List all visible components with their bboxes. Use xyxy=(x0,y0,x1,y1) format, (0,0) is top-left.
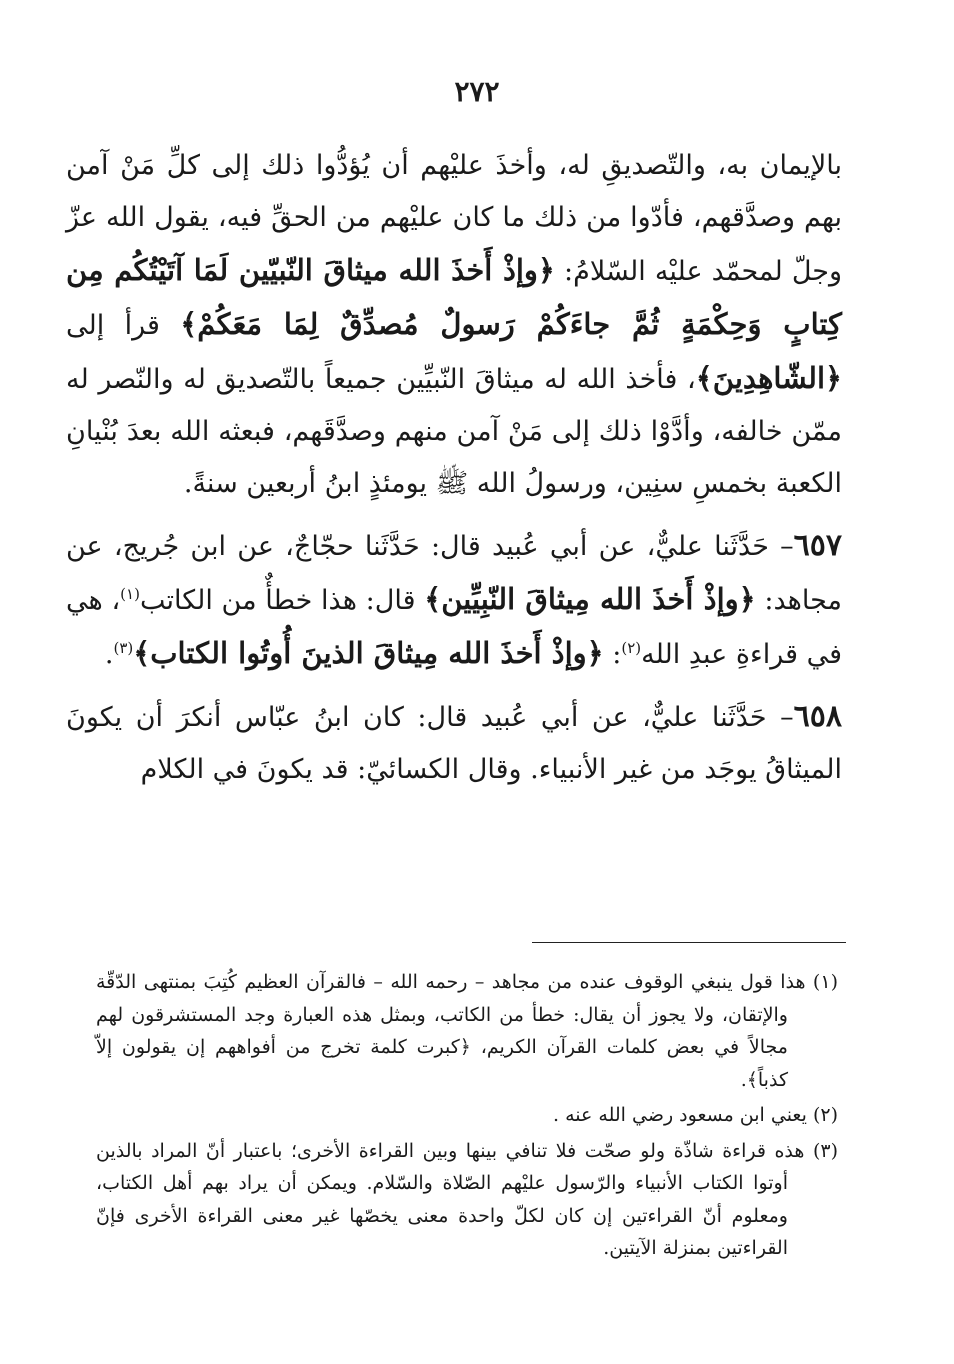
quran-verse: ﴿وإذْ أَخذَ الله مِيثاقَ الذينَ أُوتُوا الكتاب﴾ xyxy=(133,636,604,670)
footnote-label: (٣) xyxy=(812,1139,838,1162)
main-text xyxy=(66,140,842,796)
footnote-text: هذه قراءة شاذّة ولو صحّت فلا تنافي بينها وبين القراءة الأخرى؛ باعتبار أنّ المراد بالذين أوتوا الكتاب الأنبياء والرّسول عليْهم الصّلاة والسّلام. ويمكن أن يراد بهم أهل الكتاب، ومعلوم أنّ القراءتين إن كان لكلّ واحدة معنى يخصّها غير معنى القراءة الأخرى فإنّ القراءتين بمنزلة الآيتين. xyxy=(96,1139,805,1259)
text-run: ، هي في قراءةِ عبدِ الله xyxy=(66,585,842,670)
footnote-text: هذا قول ينبغي الوقوف عنده من مجاهد – رحمه الله – فالقرآن العظيم كُتِبَ بمنتهى الدّقّة والإتقان، ولا يجوز أن يقال: خطأ من الكاتب، وبمثل هذه العبارة وجد المستشرقون لهم مجالاً في بعض كلمات القرآن الكريم، ﴿كبرت كلمة تخرج من أفواههم إن يقولون إلاّ كذباً﴾. xyxy=(96,971,806,1091)
footnote-3 xyxy=(96,1135,838,1265)
text-run: – حَدَّثَنا عليٌّ، عن أبي عُبيد قال: حَدَّثَنا حجّاجٌ، عن ابن جُريج، عن مجاهد: xyxy=(66,531,842,616)
paragraph-657 xyxy=(66,520,842,681)
quran-verse: ﴿وإذْ أَخذَ الله ميثاقَ النّبيّين لَمَا آتَيْتُكُم مِن كِتابٍ وَحِكْمَةٍ ثُمَّ جاءَكُمْ رَسولٌ مُصدِّقٌ لِمَا مَعَكُمْ﴾ xyxy=(66,253,842,341)
text-run: قال: هذا خطأٌ من الكاتب xyxy=(139,585,425,616)
text-run: . xyxy=(104,639,114,670)
text-run: بالإيمان به، والتّصديقِ له، وأخذَ عليْهم أن يُؤدُّوا ذلك إلى كلِّ مَنْ آمن بهم وصدَّقهم، فأدّوا من ذلك ما كان عليْهم من الحقِّ فيه، يقول الله عزّ وجلّ لمحمّد عليْه السّلامُ: xyxy=(66,150,842,287)
hadith-number: ٦٥٧ xyxy=(793,528,842,563)
quran-verse: ﴿وإذْ أَخذَ الله مِيثاقَ النّبِيِّين﴾ xyxy=(424,582,756,616)
footnote-text: يعني ابن مسعود رضي الله عنه . xyxy=(553,1104,807,1126)
footnote-ref-1[interactable]: (١) xyxy=(120,585,140,603)
footnote-2 xyxy=(96,1099,838,1132)
hadith-number: ٦٥٨ xyxy=(793,699,842,734)
footnote-1 xyxy=(96,966,838,1096)
text-run: ، فأخذ الله له ميثاقَ النّبيِّين جميعاً بالتّصديق له والنّصر له ممّن خالفه، وأدَّوْا ذلك إلى مَنْ آمن منهم وصدَّقَهم، فبعثه الله بعدَ بُنْيانِ الكعبة بخمسِ سنِين، ورسولُ الله ﷺ يومئذٍ ابنُ أربعين سنةً. xyxy=(66,364,842,499)
text-run: قرأ إلى xyxy=(66,310,181,341)
footnote-divider xyxy=(532,942,846,943)
footnote-label: (٢) xyxy=(812,1104,838,1126)
text-run: – حَدَّثَنا عليٌّ، عن أبي عُبيد قال: كان ابنُ عبّاس أنكرَ أن يكونَ الميثاقُ يوجَد من غير الأنبياء. وقال الكسائيّ: قد يكونَ في الكلام xyxy=(66,702,842,785)
quran-verse: ﴿الشّاهِدِينَ﴾ xyxy=(695,361,842,395)
paragraph-658 xyxy=(66,691,842,796)
footnote-label: (١) xyxy=(812,971,838,993)
page-number: ٢٧٢ xyxy=(454,75,500,108)
footnotes xyxy=(96,966,838,1265)
paragraph-1 xyxy=(66,140,842,510)
footnote-ref-2[interactable]: (٢) xyxy=(621,639,642,657)
footnote-ref-3[interactable]: (٣) xyxy=(113,639,134,657)
text-run: : xyxy=(603,639,622,670)
